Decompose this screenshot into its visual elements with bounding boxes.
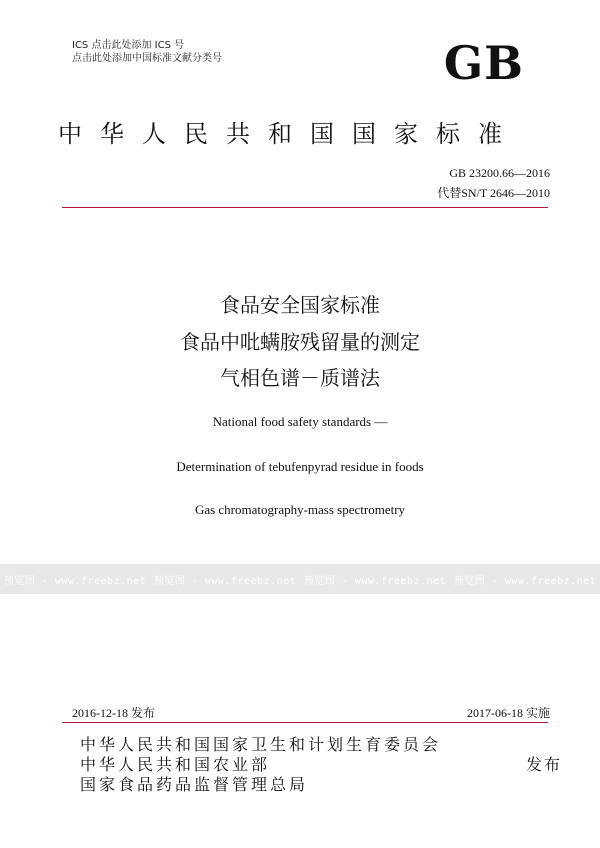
title-cn-line-3: 气相色谱－质谱法 xyxy=(220,366,380,390)
standard-title: 中华人民共和国国家标准 xyxy=(58,120,520,148)
issuer-2: 中华人民共和国农业部 xyxy=(80,755,271,774)
title-en-line-1: National food safety standards — xyxy=(212,414,388,429)
implementation-date: 2017-06-18 实施 xyxy=(467,706,550,720)
replaces-standard: 代替SN/T 2646—2010 xyxy=(437,186,550,200)
title-cn-line-1: 食品安全国家标准 xyxy=(220,293,380,317)
ccs-number: 点击此处添加中国标准文献分类号 xyxy=(72,53,222,64)
ics-number: ICS 点击此处添加 ICS 号 xyxy=(72,40,185,51)
title-en-line-3: Gas chromatography-mass spectrometry xyxy=(194,502,406,517)
watermark-text: 预览图 - www.freebz.net xyxy=(3,575,147,587)
issuer-3: 国家食品药品监督管理总局 xyxy=(80,775,309,794)
watermark-text: 预览图 - www.freebz.net xyxy=(303,575,447,587)
watermark-text: 预览图 - www.freebz.net xyxy=(153,575,297,587)
issuer-1: 中华人民共和国国家卫生和计划生育委员会 xyxy=(80,735,442,754)
standard-number: GB 23200.66—2016 xyxy=(449,166,550,180)
top-divider xyxy=(62,207,548,208)
publish-label: 发布 xyxy=(525,755,562,774)
watermark-text: 预览图 - www.freebz.net xyxy=(453,575,597,587)
watermark-banner xyxy=(0,564,600,594)
title-en-line-2: Determination of tebufenpyrad residue in foods xyxy=(176,459,424,474)
bottom-divider xyxy=(62,722,548,723)
gb-logo: GB xyxy=(443,36,524,90)
issue-date: 2016-12-18 发布 xyxy=(72,706,155,720)
title-cn-line-2: 食品中吡螨胺残留量的测定 xyxy=(180,330,420,354)
